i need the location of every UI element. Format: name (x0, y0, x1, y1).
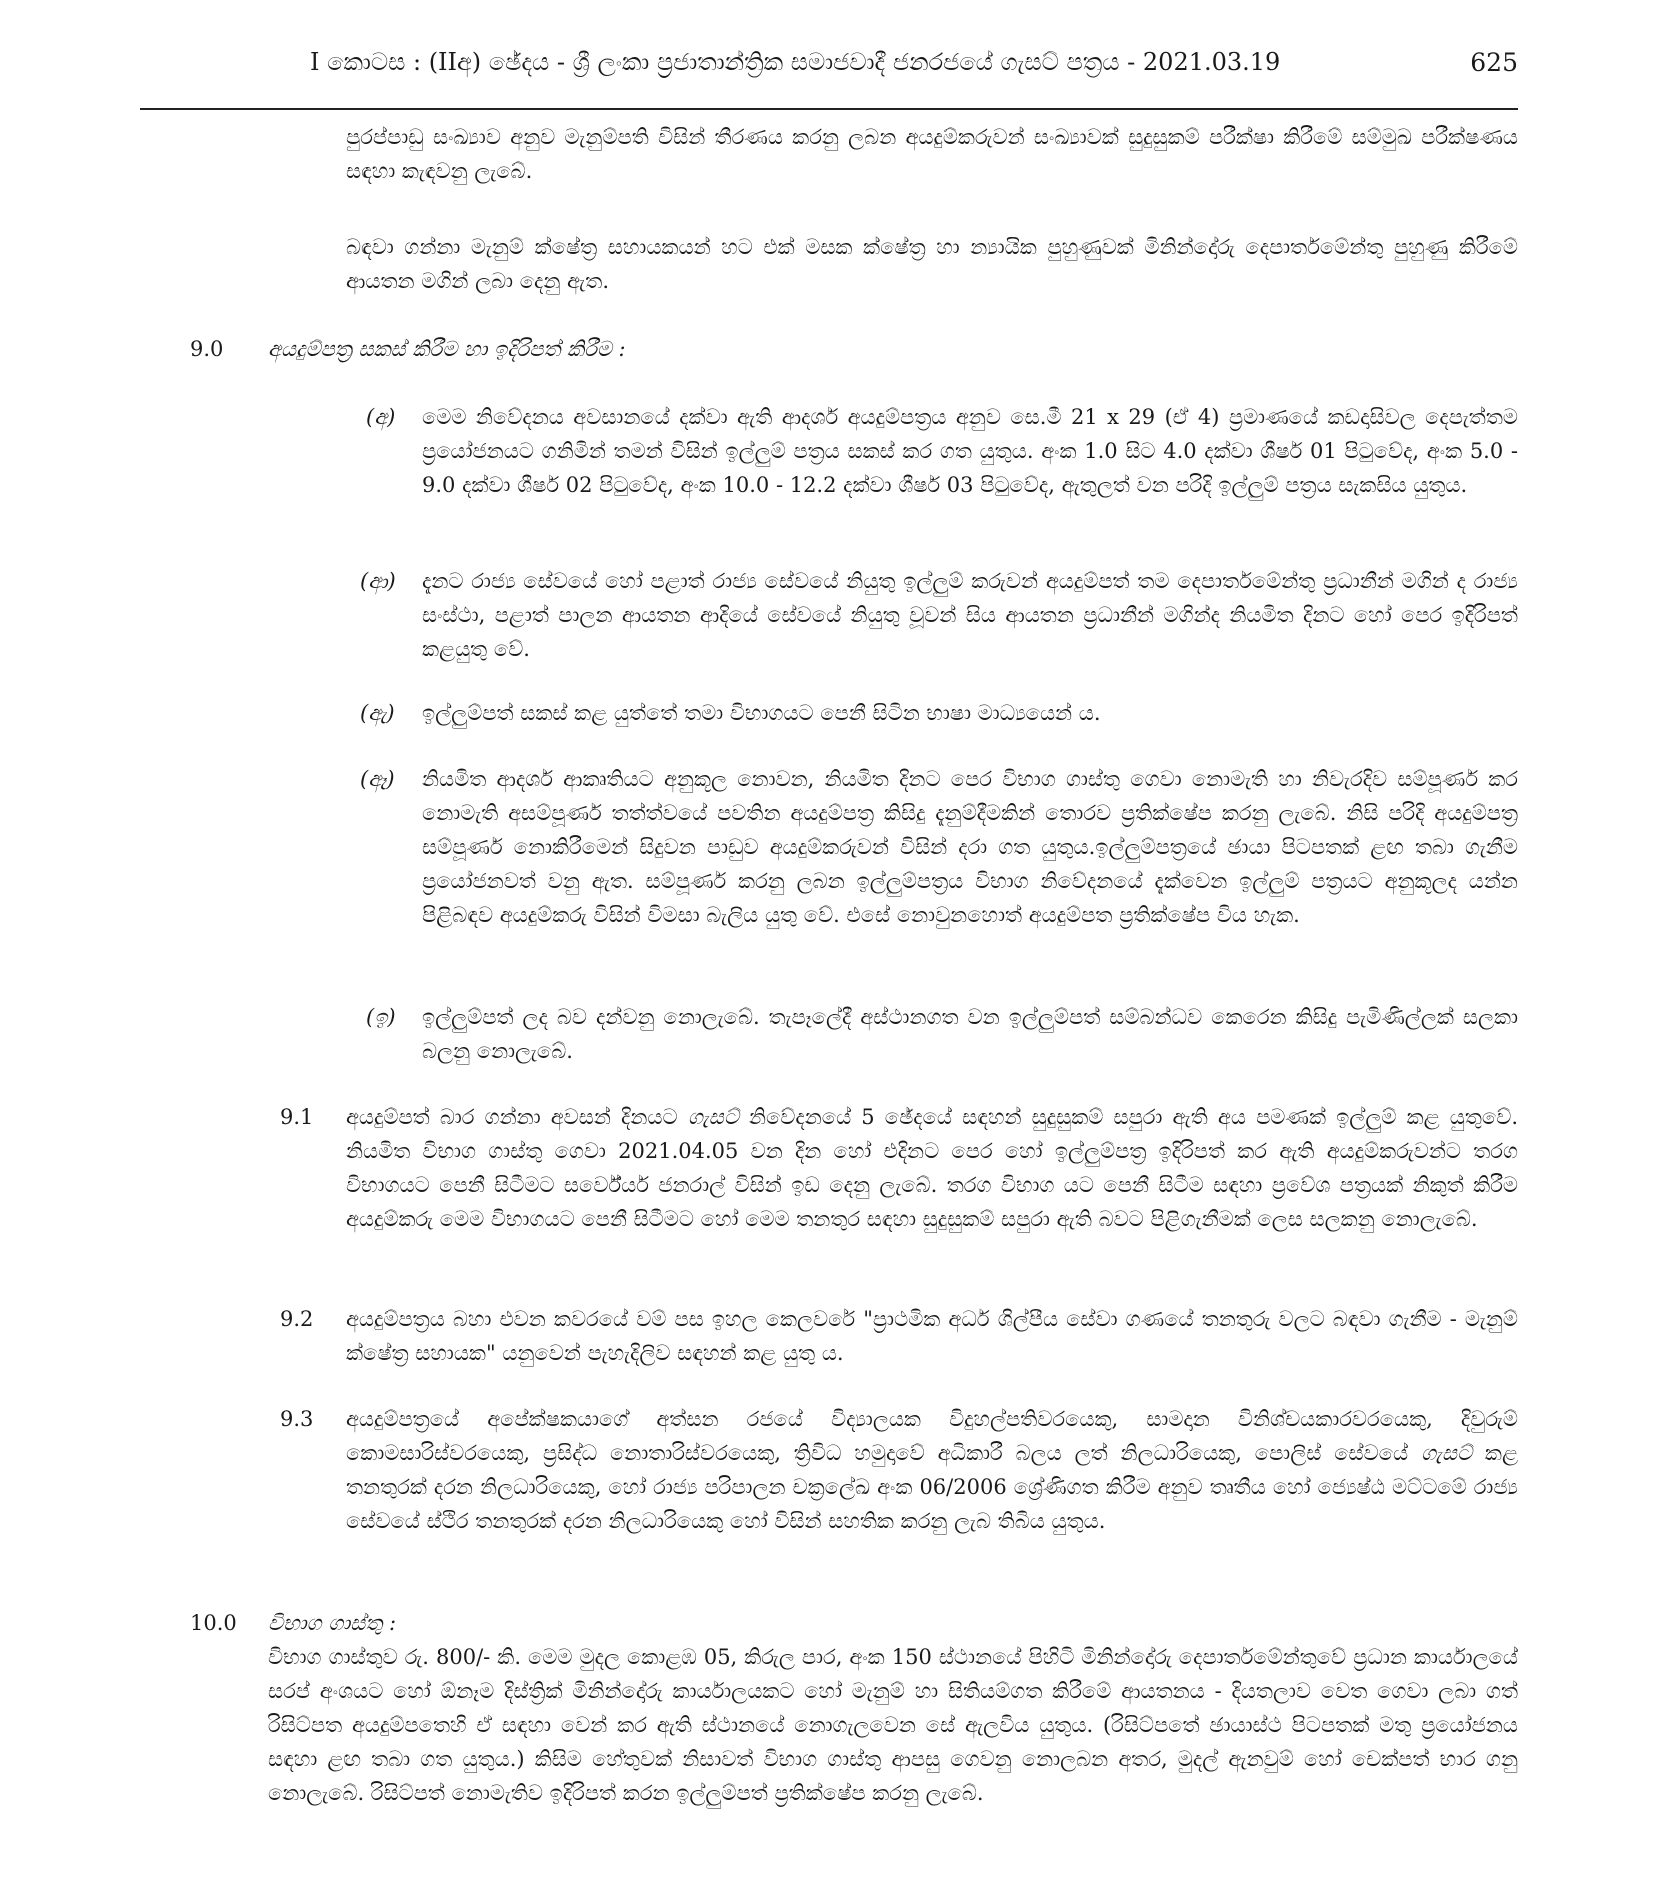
page-header (140, 28, 1518, 110)
section-10-number: 10.0 (190, 1611, 237, 1635)
section-9-heading: අයදුම්පත්‍ර සකස් කිරීම හා ඉදිරිපත් කිරීම : (268, 337, 626, 361)
item-aa-marker: (ආ) (360, 569, 396, 593)
section-10-text: විභාග ගාස්තුව රු. 800/- කි. මෙම මුදල කොළඹ 05, කිරුල පාර, අංක 150 ස්ථානයේ පිහිටි මිනින්දෝරු දෙපාර්තමේන්තුවේ ප්‍රධාන කාර්යාලයේ සරප් අංශයට හෝ ඕනෑම දිස්ත්‍රික් මිනින්දෝරු කාර්යාලයකට හෝ මැනුම් හා සිතියම්ගත කිරීමේ ආයතනය - දියතලාව වෙත ගෙවා ලබා ගත් රිසිට්පත අයදුම්පතෙහි ඒ සඳහා වෙන් කර ඇති ස්ථානයේ නොගැලවෙන සේ ඇලවිය යුතුය. (රිසිට්පතේ ඡායාස්ථ පිටපතක් මතු ප්‍රයෝජනය සඳහා ළඟ තබා ගත යුතුය.) කිසිම හේතුවක් නිසාවත් විභාග ගාස්තු ආපසු ගෙවනු නොලබන අතර, මුදල් ඇනවුම් හෝ චෙක්පත් භාර ගනු නොලැබේ. රිසිට්පත් නොමැතිව ඉදිරිපත් කරන ඉල්ලුම්පත් ප්‍රතික්ෂේප කරනු ලැබේ. (268, 1645, 1518, 1805)
subsection-9-2-number: 9.2 (280, 1307, 314, 1331)
item-aee-text: නියමිත ආදර්ශ ආකෘතියට අනුකූල නොවන, නියමිත දිනට පෙර විභාග ගාස්තු ගෙවා නොමැති හා නිවැරදිව සම්පූර්ණ කර නොමැති අසම්පූර්ණ තත්ත්වයේ පවතින අයදුම්පත්‍ර කිසිදු දැනුම්දීමකින් තොරව ප්‍රතික්ෂේප කරනු ලැබේ. නිසි පරිදි අයදුම්පත්‍ර සම්පූර්ණ නොකිරීමෙන් සිදුවන පාඩුව අයදුම්කරුවන් විසින් දරා ගත යුතුය.ඉල්ලුම්පත්‍රයේ ඡායා පිටපතක් ළඟ තබා ගැනීම ප්‍රයෝජනවත් වනු ඇත. සම්පූර්ණ කරනු ලබන ඉල්ලුම්පත්‍රය විභාග නිවේදනයේ දැක්වෙන ඉල්ලුම් පත්‍රයට අනුකූලද යන්න පිළිබඳව අයදුම්කරු විසින් විමසා බැලිය යුතු වේ. එසේ නොවුනහොත් අයදුම්පත ප්‍රතික්ෂේප විය හැක. (422, 767, 1518, 927)
intro-paragraph-1: පුරප්පාඩු සංඛ්‍යාව අනුව මැනුම්පති විසින් තීරණය කරනු ලබන අයදුම්කරුවන් සංඛ්‍යාවක් සුදුසුකම් පරීක්ෂා කිරීමේ සම්මුඛ පරීක්ෂණය සඳහා කැඳවනු ලැබේ. (346, 125, 1518, 183)
section-9-number: 9.0 (190, 337, 224, 361)
subsection-9-2-text: අයදුම්පත්‍රය බහා එවන කවරයේ වම් පස ඉහල කෙලවරේ "ප්‍රාථමික අර්ධ ශිල්පීය සේවා ගණයේ තනතුරු වලට බඳවා ගැනීම - මැනුම් ක්ෂේත්‍ර සහායක" යනුවෙන් පැහැදිලිව සඳහන් කළ යුතු ය. (346, 1307, 1518, 1365)
subsection-9-3-number: 9.3 (280, 1407, 314, 1431)
item-i-marker: (ඉ) (366, 1005, 396, 1029)
page-number: 625 (1470, 48, 1518, 77)
subsection-9-1-text: අයදුම්පත් බාර ගන්නා අවසන් දිනයට ගැසට් නිවේදනයේ 5 ඡේදයේ සඳහන් සුදුසුකම් සපුරා ඇති අය පමණක් ඉල්ලුම් කළ යුතුවේ. නියමිත විභාග ගාස්තු ගෙවා 2021.04.05 වන දින හෝ එදිනට පෙර හෝ ඉල්ලුම්පත්‍ර ඉදිරිපත් කර ඇති අයදුම්කරුවන්ට තරග විභාගයට පෙනී සිටීමට සර්වේයර් ජනරාල් විසින් ඉඩ දෙනු ලැබේ. තරග විභාග යට පෙනී සිටීම සඳහා ප්‍රවේශ පත්‍රයක් නිකුත් කිරීම අයදුම්කරු මෙම විභාගයට පෙනී සිටීමට හෝ මෙම තනතුර සඳහා සුදුසුකම් සපුරා ඇති බවට පිළිගැනීමක් ලෙස සලකනු නොලැබේ. (346, 1105, 1518, 1231)
item-aa-text: දැනට රාජ්‍ය සේවයේ හෝ පළාත් රාජ්‍ය සේවයේ නියුතු ඉල්ලුම් කරුවන් අයදුම්පත් තම දෙපාර්තමේන්තු ප්‍රධානීන් මගින් ද රාජ්‍ය සංස්ථා, පළාත් පාලන ආයතන ආදියේ සේවයේ නියුතු වූවන් සිය ආයතන ප්‍රධානීන් මගින්ද නියමිත දිනට හෝ පෙර ඉදිරිපත් කළයුතු වේ. (422, 569, 1518, 661)
item-aee-marker: (ඈ) (360, 767, 395, 791)
item-ae-text: ඉල්ලුම්පත් සකස් කළ යුත්තේ තමා විභාගයට පෙනී සිටින භාෂා මාධ්‍යයෙන් ය. (422, 701, 1101, 725)
intro-paragraph-2: බඳවා ගන්නා මැනුම් ක්ෂේත්‍ර සහායකයන් හට එක් මසක ක්ෂේත්‍ර හා න්‍යායික පුහුණුවක් මිනින්දෝරු දෙපාර්තමේන්තු පුහුණු කිරීමේ ආයතන මගින් ලබා දෙනු ඇත. (346, 235, 1518, 293)
item-i-text: ඉල්ලුම්පත් ලද බව දන්වනු නොලැබේ. තැපෑලේදී අස්ථානගත වන ඉල්ලුම්පත් සම්බන්ධව කෙරෙන කිසිදු පැමිණිල්ලක් සලකා බලනු නොලැබේ. (422, 1005, 1518, 1063)
subsection-9-1-number: 9.1 (280, 1105, 314, 1129)
item-a-marker: (අ) (366, 405, 396, 429)
item-a-text: මෙම නිවේදනය අවසානයේ දක්වා ඇති ආදර්ශ අයදුම්පත්‍රය අනුව සෙ.මී 21 x 29 (ඒ 4) ප්‍රමාණයේ කඩදාසිවල දෙපැත්තම ප්‍රයෝජනයට ගනිමින් තමන් විසින් ඉල්ලුම් පත්‍රය සකස් කර ගත යුතුය. අංක 1.0 සිට 4.0 දක්වා ශීර්ෂ 01 පිටුවේද, අංක 5.0 - 9.0 දක්වා ශීර්ෂ 02 පිටුවේද, අංක 10.0 - 12.2 දක්වා ශීර්ෂ 03 පිටුවේද, ඇතුලත් වන පරිදි ඉල්ලුම් පත්‍රය සැකසිය යුතුය. (422, 405, 1518, 497)
section-10-heading: විභාග ගාස්තු : (268, 1611, 397, 1635)
subsection-9-3-text: අයදුම්පත්‍රයේ අපේක්ෂකයාගේ අත්සන රජයේ විද්‍යාලයක විදුහල්පතිවරයෙකු, සාමදාන විනිශ්චයකාරවරයෙකු, දිවුරුම් කොමසාරිස්වරයෙකු, ප්‍රසිද්ධ නොතාරිස්වරයෙකු, ත්‍රිවිධ හමුදාවේ අධිකාරී බලය ලත් නිලධාරියෙකු, පොලිස් සේවයේ ගැසට් කළ තනතුරක් දරන නිලධාරියෙකු, හෝ රාජ්‍ය පරිපාලන චක්‍රලේඛ අංක 06/2006 ශ්‍රේණිගත කිරීම අනුව තෘතීය හෝ ජ්‍යෙෂ්ඨ මට්ටමේ රාජ්‍ය සේවයේ ස්ථිර තනතුරක් දරන නිලධාරියෙකු හෝ විසින් සහතික කරනු ලැබ තිබිය යුතුය. (346, 1407, 1518, 1533)
item-ae-marker: (ඇ) (360, 701, 395, 725)
header-title: I කොටස : (IIඅ) ඡේදය - ශ්‍රී ලංකා ප්‍රජාතාන්ත්‍රික සමාජවාදී ජනරජයේ ගැසට් පත්‍රය - 2021.03.19 (310, 48, 1281, 76)
